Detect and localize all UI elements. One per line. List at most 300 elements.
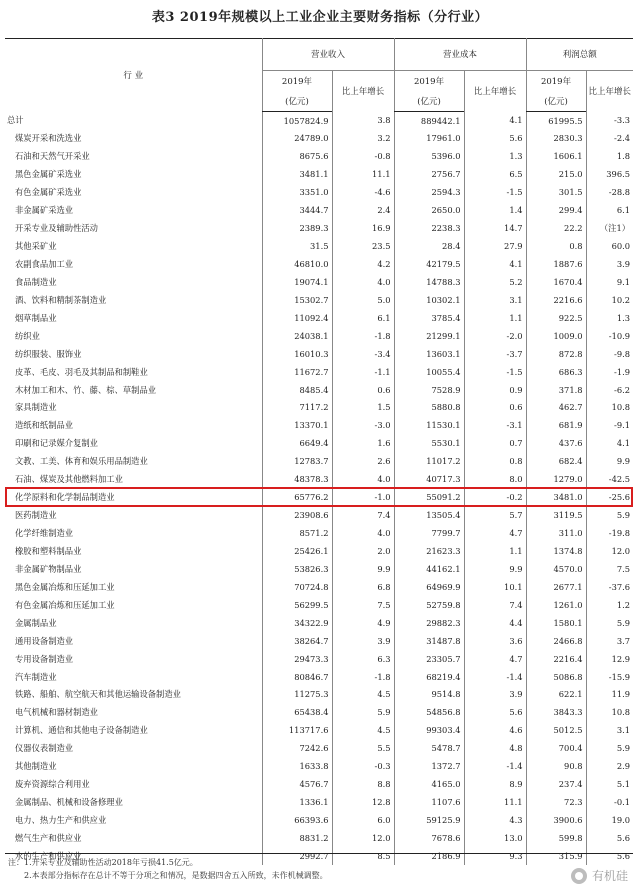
table-row [5, 470, 633, 488]
table-row [5, 739, 633, 757]
value-cell: 16.9 [332, 219, 394, 237]
industry-cell: 石油和天然气开采业 [15, 151, 90, 162]
value-cell: 10302.1 [394, 291, 464, 309]
value-cell: 11017.2 [394, 452, 464, 470]
value-cell: 3843.3 [526, 703, 586, 721]
value-cell: 4.1 [586, 434, 633, 452]
value-cell: 1.8 [586, 147, 633, 165]
table-row [5, 416, 633, 434]
value-cell: 7117.2 [262, 399, 332, 417]
value-cell: 2992.7 [262, 847, 332, 865]
value-cell: 52759.8 [394, 596, 464, 614]
value-cell: 8.9 [464, 775, 526, 793]
industry-cell: 燃气生产和供应业 [15, 832, 82, 843]
table-row [5, 327, 633, 345]
industry-cell: 印刷和记录媒介复制业 [15, 438, 98, 449]
value-cell: 113717.6 [262, 721, 332, 739]
value-cell: 13603.1 [394, 345, 464, 363]
value-cell: 68219.4 [394, 668, 464, 686]
footnote-2: 2.本表部分指标存在总计不等于分项之和情况，是数据四舍五入所致，未作机械调整。 [8, 871, 328, 880]
value-cell: 7678.6 [394, 829, 464, 847]
value-cell: 3351.0 [262, 183, 332, 201]
table-row [5, 542, 633, 560]
industry-cell: 有色金属矿采选业 [15, 187, 82, 198]
value-cell: 437.6 [526, 434, 586, 452]
value-cell: 6.0 [332, 811, 394, 829]
value-cell: 11092.4 [262, 309, 332, 327]
value-cell: 48378.3 [262, 470, 332, 488]
value-cell: 2594.3 [394, 183, 464, 201]
value-cell: -1.8 [332, 327, 394, 345]
value-cell: 9.9 [464, 560, 526, 578]
table-row [5, 434, 633, 452]
value-cell: 299.4 [526, 201, 586, 219]
industry-cell: 电力、热力生产和供应业 [15, 815, 107, 826]
value-cell: 10.2 [586, 291, 633, 309]
value-cell: -42.5 [586, 470, 633, 488]
table-row [5, 524, 633, 542]
value-cell: 5.9 [586, 739, 633, 757]
value-cell: 59125.9 [394, 811, 464, 829]
value-cell: -3.0 [332, 416, 394, 434]
profit-year-header: 2019年 [526, 71, 586, 92]
value-cell: 5396.0 [394, 147, 464, 165]
value-cell: 14.7 [464, 219, 526, 237]
industry-cell: 黑色金属冶炼和压延加工业 [15, 581, 115, 592]
value-cell: 12.8 [332, 793, 394, 811]
value-cell: 599.8 [526, 829, 586, 847]
value-cell: 8.5 [332, 847, 394, 865]
value-cell: -6.2 [586, 381, 633, 399]
value-cell: 2238.3 [394, 219, 464, 237]
value-cell: 38264.7 [262, 632, 332, 650]
table-row [5, 147, 633, 165]
footnote-1: 注：1.开采专业及辅助性活动2018年亏损41.5亿元。 [8, 858, 198, 867]
table-body [5, 112, 633, 865]
value-cell: -3.3 [586, 112, 633, 130]
value-cell: 5086.8 [526, 668, 586, 686]
table-row [5, 219, 633, 237]
value-cell: 17961.0 [394, 129, 464, 147]
value-cell: 9.9 [586, 452, 633, 470]
value-cell: 55091.2 [394, 488, 464, 506]
value-cell: 22.2 [526, 219, 586, 237]
table-row [5, 703, 633, 721]
value-cell: 60.0 [586, 237, 633, 255]
value-cell: 46810.0 [262, 255, 332, 273]
industry-cell: 农副食品加工业 [15, 258, 74, 269]
value-cell: 1.1 [464, 542, 526, 560]
value-cell: 4576.7 [262, 775, 332, 793]
value-cell: 3481.0 [526, 488, 586, 506]
value-cell: 24789.0 [262, 129, 332, 147]
value-cell: 11275.3 [262, 686, 332, 704]
value-cell: 64969.9 [394, 578, 464, 596]
value-cell: 1279.0 [526, 470, 586, 488]
value-cell: 3900.6 [526, 811, 586, 829]
table-row [5, 560, 633, 578]
industry-cell: 通用设备制造业 [15, 635, 74, 646]
value-cell: 1374.8 [526, 542, 586, 560]
value-cell: 12.0 [586, 542, 633, 560]
value-cell: -28.8 [586, 183, 633, 201]
value-cell: 11672.7 [262, 363, 332, 381]
table-row [5, 399, 633, 417]
industry-cell: 石油、煤炭及其他燃料加工业 [15, 474, 123, 485]
value-cell: 12.9 [586, 650, 633, 668]
value-cell: 2.6 [332, 452, 394, 470]
value-cell: 0.8 [526, 237, 586, 255]
value-cell: 1057824.9 [262, 112, 332, 130]
value-cell: 4.4 [464, 614, 526, 632]
value-cell: 6.3 [332, 650, 394, 668]
revenue-growth-header: 比上年增长 [332, 71, 394, 112]
industry-cell: 金属制品、机械和设备修理业 [15, 797, 123, 808]
value-cell: 8571.2 [262, 524, 332, 542]
value-cell: -1.4 [464, 757, 526, 775]
value-cell: 1.2 [586, 596, 633, 614]
industry-cell: 金属制品业 [15, 617, 57, 628]
value-cell: 13.0 [464, 829, 526, 847]
value-cell: 53826.3 [262, 560, 332, 578]
value-cell: 301.5 [526, 183, 586, 201]
table-row [5, 578, 633, 596]
value-cell: 9514.8 [394, 686, 464, 704]
value-cell: 31.5 [262, 237, 332, 255]
industry-cell: 纺织服装、服饰业 [15, 348, 82, 359]
value-cell: 1633.8 [262, 757, 332, 775]
value-cell: 1670.4 [526, 273, 586, 291]
value-cell: 1.3 [586, 309, 633, 327]
value-cell: 44162.1 [394, 560, 464, 578]
cost-header: 营业成本 [394, 38, 526, 71]
table-row [5, 793, 633, 811]
value-cell: 42179.5 [394, 255, 464, 273]
industry-cell: 水的生产和供应业 [15, 850, 82, 861]
value-cell: 872.8 [526, 345, 586, 363]
table-row [5, 381, 633, 399]
value-cell: 1372.7 [394, 757, 464, 775]
value-cell: 4.5 [332, 686, 394, 704]
value-cell: 0.6 [332, 381, 394, 399]
industry-cell: 医药制造业 [15, 510, 57, 521]
value-cell: 23.5 [332, 237, 394, 255]
table-row [5, 129, 633, 147]
value-cell: -9.1 [586, 416, 633, 434]
value-cell: 56299.5 [262, 596, 332, 614]
value-cell: 99303.4 [394, 721, 464, 739]
value-cell: -1.5 [464, 363, 526, 381]
value-cell: 4.0 [332, 273, 394, 291]
value-cell: 311.0 [526, 524, 586, 542]
watermark [571, 867, 628, 884]
value-cell: 8.8 [332, 775, 394, 793]
value-cell: 4.6 [464, 721, 526, 739]
value-cell: 215.0 [526, 165, 586, 183]
value-cell: 7.5 [586, 560, 633, 578]
value-cell: -2.4 [586, 129, 633, 147]
value-cell: 2830.3 [526, 129, 586, 147]
value-cell: 5.2 [464, 273, 526, 291]
value-cell: -1.0 [332, 488, 394, 506]
industry-cell: 电气机械和器材制造业 [15, 707, 98, 718]
value-cell: 3.9 [586, 255, 633, 273]
value-cell: 23908.6 [262, 506, 332, 524]
value-cell: 5.9 [586, 614, 633, 632]
industry-cell: 造纸和纸制品业 [15, 420, 74, 431]
value-cell: -3.4 [332, 345, 394, 363]
value-cell: 2756.7 [394, 165, 464, 183]
industry-cell: 酒、饮料和精制茶制造业 [15, 294, 107, 305]
value-cell: 3.8 [332, 112, 394, 130]
value-cell: -3.7 [464, 345, 526, 363]
value-cell: 5.9 [586, 506, 633, 524]
value-cell: 1606.1 [526, 147, 586, 165]
industry-cell: 有色金属冶炼和压延加工业 [15, 599, 115, 610]
industry-cell: 仪器仪表制造业 [15, 743, 74, 754]
table-row [5, 632, 633, 650]
table-row [5, 757, 633, 775]
value-cell: 31487.8 [394, 632, 464, 650]
value-cell: 5.1 [586, 775, 633, 793]
value-cell: 5.6 [586, 847, 633, 865]
revenue-year-header: 2019年 [262, 71, 332, 92]
value-cell: 462.7 [526, 399, 586, 417]
value-cell: 700.4 [526, 739, 586, 757]
table-row [5, 775, 633, 793]
table-row [5, 237, 633, 255]
table-row [5, 721, 633, 739]
value-cell: -15.9 [586, 668, 633, 686]
value-cell: 4.5 [332, 721, 394, 739]
value-cell: -0.2 [464, 488, 526, 506]
revenue-unit: (亿元) [262, 91, 332, 112]
value-cell: 15302.7 [262, 291, 332, 309]
value-cell: 7.5 [332, 596, 394, 614]
bottom-rule [5, 853, 633, 854]
industry-cell: 汽车制造业 [15, 671, 57, 682]
value-cell: 2677.1 [526, 578, 586, 596]
value-cell: 10.8 [586, 703, 633, 721]
industry-cell: 化学纤维制造业 [15, 528, 74, 539]
value-cell: 11530.1 [394, 416, 464, 434]
value-cell: 12783.7 [262, 452, 332, 470]
value-cell: 686.3 [526, 363, 586, 381]
value-cell: 7.4 [332, 506, 394, 524]
value-cell: 3444.7 [262, 201, 332, 219]
value-cell: -10.9 [586, 327, 633, 345]
value-cell: 6.5 [464, 165, 526, 183]
value-cell: 922.5 [526, 309, 586, 327]
value-cell: 4.1 [464, 255, 526, 273]
value-cell: 8.0 [464, 470, 526, 488]
value-cell: 237.4 [526, 775, 586, 793]
value-cell: 1.4 [464, 201, 526, 219]
value-cell: 40717.3 [394, 470, 464, 488]
value-cell: 7242.6 [262, 739, 332, 757]
industry-cell: 专用设备制造业 [15, 653, 74, 664]
value-cell: 1107.6 [394, 793, 464, 811]
total-row [5, 112, 633, 130]
value-cell: 315.9 [526, 847, 586, 865]
value-cell: 1.1 [464, 309, 526, 327]
industry-cell: 开采专业及辅助性活动 [15, 223, 98, 234]
value-cell: 1580.1 [526, 614, 586, 632]
value-cell: -19.8 [586, 524, 633, 542]
value-cell: 371.8 [526, 381, 586, 399]
value-cell: 90.8 [526, 757, 586, 775]
value-cell: 4.2 [332, 255, 394, 273]
table-row [5, 309, 633, 327]
table-row [5, 255, 633, 273]
industry-cell: 铁路、船舶、航空航天和其他运输设备制造业 [15, 689, 181, 700]
profit-header: 利润总额 [526, 38, 633, 71]
table-row [5, 686, 633, 704]
table-row [5, 452, 633, 470]
industry-cell: 其他采矿业 [15, 241, 57, 252]
value-cell: 3.9 [464, 686, 526, 704]
industry-cell: 黑色金属矿采选业 [15, 169, 82, 180]
value-cell: 65776.2 [262, 488, 332, 506]
industry-cell: 煤炭开采和洗选业 [15, 133, 82, 144]
value-cell: 25426.1 [262, 542, 332, 560]
value-cell: -37.6 [586, 578, 633, 596]
value-cell: 2216.4 [526, 650, 586, 668]
value-cell: 3.6 [464, 632, 526, 650]
value-cell: 1009.0 [526, 327, 586, 345]
footnotes [8, 856, 328, 882]
value-cell: 0.7 [464, 434, 526, 452]
cost-year-header: 2019年 [394, 71, 464, 92]
table-row [5, 165, 633, 183]
table-row [5, 488, 633, 506]
table-row [5, 668, 633, 686]
industry-cell: 食品制造业 [15, 276, 57, 287]
table-title: 表3 2019年规模以上工业企业主要财务指标（分行业） [151, 10, 489, 25]
table-row [5, 829, 633, 847]
value-cell: 3119.5 [526, 506, 586, 524]
value-cell: 6.8 [332, 578, 394, 596]
table-row [5, 291, 633, 309]
value-cell: 0.6 [464, 399, 526, 417]
value-cell: 6649.4 [262, 434, 332, 452]
value-cell: -0.8 [332, 147, 394, 165]
table-row [5, 363, 633, 381]
value-cell: 8831.2 [262, 829, 332, 847]
value-cell: 9.3 [464, 847, 526, 865]
value-cell: 54856.8 [394, 703, 464, 721]
table-row [5, 345, 633, 363]
value-cell: 5.6 [586, 829, 633, 847]
value-cell: 681.9 [526, 416, 586, 434]
value-cell: 21623.3 [394, 542, 464, 560]
value-cell: 28.4 [394, 237, 464, 255]
financial-indicators-table [5, 38, 633, 865]
value-cell: 5.9 [332, 703, 394, 721]
value-cell: 4.8 [464, 739, 526, 757]
industry-cell: 家具制造业 [15, 402, 57, 413]
value-cell: 2650.0 [394, 201, 464, 219]
value-cell: 0.9 [464, 381, 526, 399]
value-cell: 889442.1 [394, 112, 464, 130]
table-row [5, 614, 633, 632]
value-cell: 70724.8 [262, 578, 332, 596]
value-cell: 10.8 [586, 399, 633, 417]
industry-cell: 皮革、毛皮、羽毛及其制品和制鞋业 [15, 366, 148, 377]
industry-cell: 化学原料和化学制品制造业 [15, 492, 115, 503]
value-cell: 27.9 [464, 237, 526, 255]
value-cell: 4.0 [332, 470, 394, 488]
value-cell: 5478.7 [394, 739, 464, 757]
value-cell: 34322.9 [262, 614, 332, 632]
value-cell: 4165.0 [394, 775, 464, 793]
value-cell: 2.4 [332, 201, 394, 219]
value-cell: 13370.1 [262, 416, 332, 434]
watermark-text: 有机硅 [591, 869, 628, 883]
value-cell: 3.1 [464, 291, 526, 309]
value-cell: 7528.9 [394, 381, 464, 399]
value-cell: 4.1 [464, 112, 526, 130]
value-cell: 5.5 [332, 739, 394, 757]
table-row [5, 201, 633, 219]
value-cell: 5.0 [332, 291, 394, 309]
industry-cell: 烟草制品业 [15, 312, 57, 323]
value-cell: 1887.6 [526, 255, 586, 273]
profit-unit: (亿元) [526, 91, 586, 112]
industry-cell: 废弃资源综合利用业 [15, 779, 90, 790]
table-row [5, 650, 633, 668]
value-cell: 9.1 [586, 273, 633, 291]
revenue-header: 营业收入 [262, 38, 394, 71]
value-cell: 4.0 [332, 524, 394, 542]
value-cell: -0.1 [586, 793, 633, 811]
value-cell: 14788.3 [394, 273, 464, 291]
value-cell: 80846.7 [262, 668, 332, 686]
cost-unit: (亿元) [394, 91, 464, 112]
value-cell: 8485.4 [262, 381, 332, 399]
value-cell: 682.4 [526, 452, 586, 470]
value-cell: 2389.3 [262, 219, 332, 237]
value-cell: 2216.6 [526, 291, 586, 309]
value-cell: 4570.0 [526, 560, 586, 578]
value-cell: 3.7 [586, 632, 633, 650]
value-cell: 11.1 [464, 793, 526, 811]
value-cell: 72.3 [526, 793, 586, 811]
value-cell: 29882.3 [394, 614, 464, 632]
value-cell: 1261.0 [526, 596, 586, 614]
table-row [5, 183, 633, 201]
value-cell: -3.1 [464, 416, 526, 434]
industry-cell: 木材加工和木、竹、藤、棕、草制品业 [15, 384, 157, 395]
value-cell: 2.9 [586, 757, 633, 775]
value-cell: 622.1 [526, 686, 586, 704]
industry-cell: 文教、工美、体育和娱乐用品制造业 [15, 456, 148, 467]
table-row [5, 506, 633, 524]
value-cell: -2.0 [464, 327, 526, 345]
value-cell: -1.1 [332, 363, 394, 381]
industry-header: 行 业 [123, 70, 144, 81]
value-cell: 65438.4 [262, 703, 332, 721]
value-cell: -1.4 [464, 668, 526, 686]
industry-cell: 总计 [7, 115, 24, 126]
value-cell: 4.9 [332, 614, 394, 632]
value-cell: 4.7 [464, 650, 526, 668]
value-cell: 19074.1 [262, 273, 332, 291]
value-cell: 8675.6 [262, 147, 332, 165]
value-cell: 10055.4 [394, 363, 464, 381]
value-cell: 3785.4 [394, 309, 464, 327]
value-cell: 19.0 [586, 811, 633, 829]
